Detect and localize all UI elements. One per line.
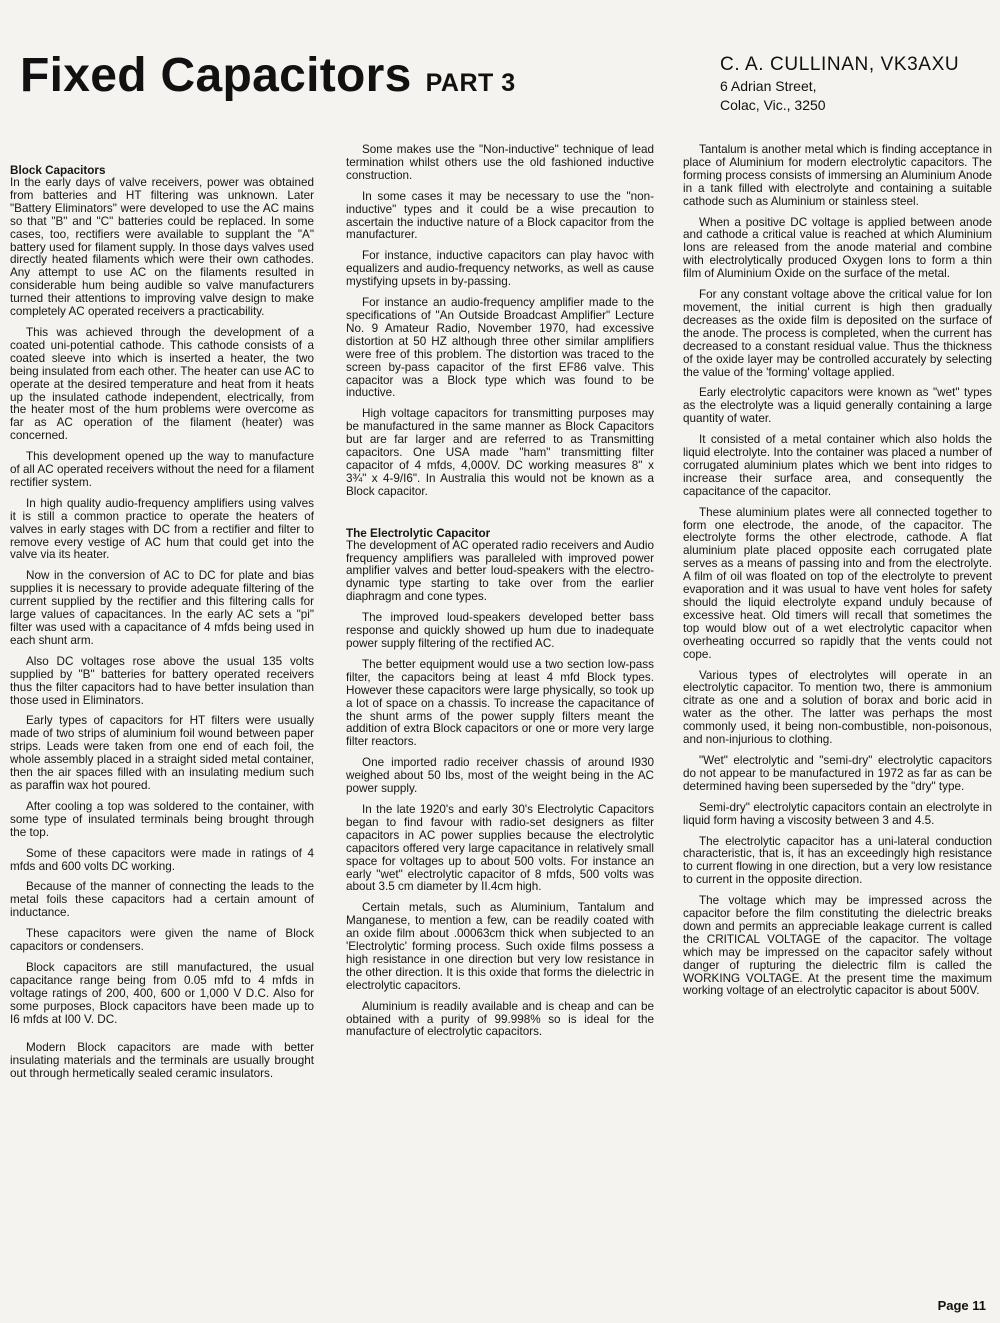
- section-spacer: [346, 507, 654, 527]
- page-number: Page 11: [937, 1298, 986, 1313]
- part-label: PART 3: [425, 69, 516, 97]
- paragraph: Aluminium is readily available and is cheap and can be obtained with a purity of 99.998% so is ideal for the manufacture of electrolytic capacitors.: [346, 999, 654, 1039]
- paragraph: Certain metals, such as Aluminium, Tantalum and Manganese, to mention a few, can be readily coated with an oxide film about .00063cm thick when subjected to an 'Electrolytic' forming process. Such oxide films possess a high resistance in one direction but very low resistance in the other direction. It is this oxide that forms the dielectric in electrolytic capacitors.: [346, 901, 654, 992]
- paragraph: Some of these capacitors were made in ratings of 4 mfds and 600 volts DC working.: [10, 846, 314, 873]
- paragraph: Because of the manner of connecting the leads to the metal foils these capacitors had a certain amount of inductance.: [10, 880, 314, 920]
- paragraph: For instance, inductive capacitors can play havoc with equalizers and audio-frequency networks, as well as cause mystifying upsets in by-passing.: [346, 249, 654, 289]
- paragraph: In the late 1920's and early 30's Electrolytic Capacitors began to find favour with radio-set designers as filter capacitors in AC power supplies because the electrolytic capacitors offered very large capacitance in relatively small space for voltages up to about 500 volts. For instance an early "wet" electrolytic capacitor of 8 mfds, 500 volts was about 3.5 cm diameter by II.4cm high.: [346, 802, 654, 894]
- section-heading-electrolytic-capacitor: The Electrolytic Capacitor: [346, 526, 491, 540]
- paragraph: In the early days of valve receivers, power was obtained from batteries and HT filtering was unknown. Later "Battery Eliminators" were developed to use the AC mains so that "B" and "C" batteries could be replaced. In some cases, too, rectifiers were available to supplant the "A" battery used for filament supply. In those days valves used directly heated filaments which were their own cathodes. Any attempt to use AC on the filaments resulted in considerable hum being audible so valve manufacturers turned their attentions to improving valve design to make completely AC operated receivers a practicability.: [10, 176, 314, 319]
- paragraph: For instance an audio-frequency amplifier made to the specifications of "An Outside Broadcast Amplifier" Lecture No. 9 Amateur Radio, November 1970, had excessive distortion at 50 HZ although three other similar amplifiers were free of this problem. The distortion was traced to the screen by-pass capacitor of the first EF86 valve. This capacitor was a Block type which was found to be inductive.: [346, 296, 654, 400]
- paragraph: The development of AC operated radio receivers and Audio frequency amplifiers was paralleled with improved power amplifier valves and better loud-speakers with the electro-dynamic type starting to take over from the earlier diaphragm and cone types.: [346, 538, 654, 604]
- paragraph: These aluminium plates were all connected together to form one electrode, the anode, of the capacitor. The electrolyte forms the other electrode, cathode. A flat aluminium plate placed opposite each corrugated plate serves as a means of passing into and from the electrolyte. A film of oil was floated on top of the electrolyte to prevent evaporation and it was usual to have vent holes for safety should the liquid electrolyte expand unduly because of excessive heat. Old timers will recall that sometimes the top would blow out of a wet electrolytic capacitor when overheating occurred so rapidly that the vents could not cope.: [683, 505, 992, 661]
- paragraph: Also DC voltages rose above the usual 135 volts supplied by "B" batteries for battery operated receivers thus the filter capacitors had to have better insulation than those used in Eliminators.: [10, 654, 314, 707]
- column-3: [683, 144, 992, 1006]
- paragraph: Early electrolytic capacitors were known as "wet" types as the electrolyte was a liquid generally containing a large quantity of water.: [683, 386, 992, 426]
- paragraph: Semi-dry" electrolytic capacitors contain an electrolyte in liquid form having a viscosity between 3 and 4.5.: [683, 800, 992, 827]
- paragraph: High voltage capacitors for transmitting purposes may be manufactured in the same manner as Block Capacitors but are far larger and are referred to as Transmitting capacitors. One USA made "ham" transmitting filter capacitor of 4 mfds, 4,000V. DC working measures 8" x 3¾" x 4-9/I6". In Australia this would not be known as a Block capacitor.: [346, 407, 654, 498]
- column-1: [10, 164, 314, 1089]
- title-text: Fixed Capacitors: [20, 49, 412, 102]
- author-street: 6 Adrian Street,: [720, 78, 817, 94]
- paragraph: After cooling a top was soldered to the container, with some type of insulated terminals being brought through the top.: [10, 799, 314, 839]
- paragraph: The better equipment would use a two section low-pass filter, the capacitors being at least 4 mfd Block types. However these capacitors were large physically, so took up a lot of space on a chassis. To increase the capacitance of the shunt arms of the power supply filters meant the addition of extra Block capacitors or one or more very large filter reactors.: [346, 657, 654, 749]
- paragraph: Various types of electrolytes will operate in an electrolytic capacitor. To mention two, there is ammonium citrate as one and a solution of borax and boric acid in water as the other. The latter was perhaps the most commonly used, it being non-combustible, non-poisonous, and non-injurious to clothing.: [683, 668, 992, 747]
- paragraph: Some makes use the "Non-inductive" technique of lead termination whilst others use the old fashioned inductive construction.: [346, 143, 654, 182]
- paragraph: This development opened up the way to manufacture of all AC operated receivers without the need for a filament rectifier system.: [10, 450, 314, 489]
- paragraph: In some cases it may be necessary to use the "non-inductive" types and it could be a wise precaution to ascertain the inductive nature of a Block capacitor from the manufacturer.: [346, 189, 654, 242]
- section-heading-block-capacitors: Block Capacitors: [10, 164, 106, 177]
- paragraph: It consisted of a metal container which also holds the liquid electrolyte. Into the container was placed a number of corrugated aluminium plates which we bent into ridges to increase their surface area, and consequently the capacitance of the capacitor.: [683, 433, 992, 498]
- article-header: [10, 44, 990, 144]
- paragraph: Modern Block capacitors are made with better insulating materials and the terminals are usually brought out through hermetically sealed ceramic insulators.: [10, 1041, 314, 1081]
- paragraph: Early types of capacitors for HT filters were usually made of two strips of aluminium foil wound between paper strips. Leads were taken from one end of each foil, the whole assembly placed in a straight sided metal container, then the air spaces filled with an insulating medium such as paraffin wax hot poured.: [10, 714, 314, 792]
- article-title: [20, 49, 516, 102]
- paragraph: The electrolytic capacitor has a uni-lateral conduction characteristic, that is, it has an exceedingly high resistance to current flowing in one direction, but a very low resistance to current in the opposite direction.: [683, 834, 992, 887]
- paragraph: For any constant voltage above the critical value for Ion movement, the initial current is high then gradually decreases as the oxide film is deposited on the surface of the anode. The process is completed, when the current has decreased to a constant residual value. Thus the thickness of the oxide layer may be controlled accurately by selecting the value of the 'forming' voltage applied.: [683, 288, 992, 379]
- paragraph: The voltage which may be impressed across the capacitor before the film constituting the dielectric breaks down and permits an appreciable leakage current is called the CRITICAL VOLTAGE of the capacitor. The voltage which may be impressed on the capacitor safely without danger of rupturing the dielectric film is called the WORKING VOLTAGE. At the present time the maximum working voltage of an electrolytic capacitor is about 500V.: [683, 894, 992, 998]
- paragraph: When a positive DC voltage is applied between anode and cathode a critical value is reached at which Aluminium Ions are released from the anode material and combine with electrolytically produced Oxygen Ions to form a thin film of Aluminium Oxide on the surface of the metal.: [683, 215, 992, 281]
- paragraph: Tantalum is another metal which is finding acceptance in place of Aluminium for modern electrolytic capacitors. The forming process consists of immersing an Aluminium Anode in a tank filled with electrolyte and containing a suitable cathode such as Aluminium or stainless steel.: [683, 143, 992, 208]
- paragraph: Now in the conversion of AC to DC for plate and bias supplies it is necessary to provide adequate filtering of the current supplied by the rectifier and this filtering calls for large values of capacitances. In the early AC sets a "pi" filter was used with a capacitance of 4 mfds being used in each shunt arm.: [10, 569, 314, 647]
- author-name: C. A. CULLINAN, VK3AXU: [720, 54, 960, 75]
- column-2: [346, 144, 654, 1047]
- paragraph: Block capacitors are still manufactured, the usual capacitance range being from 0.05 mfd to 4 mfds in voltage ratings of 200, 400, 600 or 1,000 V D.C. Also for some purposes, Block capacitors have been made up to I6 mfds at I00 V. DC.: [10, 960, 314, 1026]
- paragraph: These capacitors were given the name of Block capacitors or condensers.: [10, 927, 314, 954]
- paragraph: One imported radio receiver chassis of around I930 weighed about 50 lbs, most of the weight being in the AC power supply.: [346, 756, 654, 796]
- paragraph: The improved loud-speakers developed better bass response and quickly showed up hum due to inadequate power supply filtering of the rectified AC.: [346, 611, 654, 650]
- paragraph: "Wet" electrolytic and "semi-dry" electrolytic capacitors do not appear to be manufactured in 1972 as far as can be determined having been superseded by the "dry" type.: [683, 753, 992, 793]
- paragraph: In high quality audio-frequency amplifiers using valves it is still a common practice to operate the heaters of valves in early stages with DC from a rectifier and filter to remove every vestige of AC hum that could get into the valve via its heater.: [10, 496, 314, 562]
- paragraph: This was achieved through the development of a coated uni-potential cathode. This cathode consists of a coated sleeve into which is inserted a heater, the two being insulated from each other. The heater can use AC to operate at the desired temperature and heat from it heats up the insulated cathode independent, electrically, from the heater most of the hum problems were overcome as far as AC operation of the filament (heater) was concerned.: [10, 325, 314, 443]
- author-block: [720, 54, 990, 115]
- author-city: Colac, Vic., 3250: [720, 97, 826, 113]
